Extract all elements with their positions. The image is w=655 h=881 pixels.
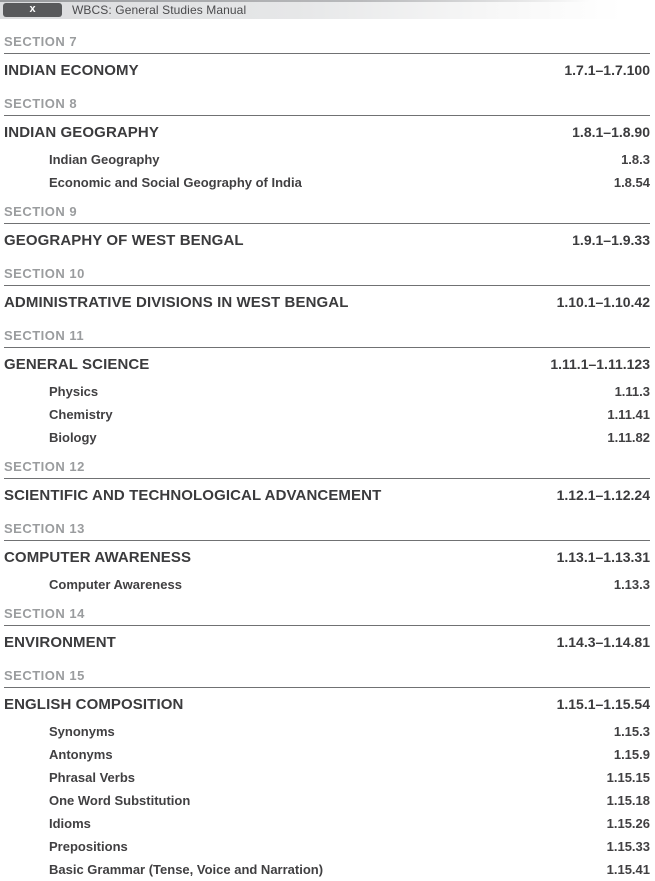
table-of-contents: [0, 19, 655, 881]
entry-title: ENGLISH COMPOSITION: [4, 696, 184, 713]
subentry-page: 1.13.3: [613, 576, 650, 592]
section-label: SECTION 8: [4, 96, 650, 116]
subentry-title: Biology: [49, 429, 97, 445]
entry-page-range: 1.11.1–1.11.123: [550, 356, 650, 372]
section-label: SECTION 9: [4, 204, 650, 224]
subentry-page: 1.15.9: [613, 746, 650, 762]
toc-section: [4, 34, 650, 86]
entry-title: INDIAN GEOGRAPHY: [4, 124, 159, 141]
section-entries: [4, 541, 650, 596]
subentry-title: Chemistry: [49, 406, 113, 422]
section-entries: [4, 688, 650, 881]
entry-page-range: 1.8.1–1.8.90: [572, 124, 650, 140]
toc-entry-row: [4, 541, 650, 573]
entry-page-range: 1.13.1–1.13.31: [556, 549, 650, 565]
toc-section: [4, 606, 650, 658]
book-title: WBCS: General Studies Manual: [72, 2, 247, 17]
toc-entry-row: [4, 224, 650, 256]
toc-section: [4, 204, 650, 256]
toc-section: [4, 328, 650, 449]
subentry-title: Prepositions: [49, 838, 128, 854]
toc-subentry-row: [49, 426, 650, 449]
entry-title: ADMINISTRATIVE DIVISIONS IN WEST BENGAL: [4, 294, 349, 311]
subentry-title: Physics: [49, 383, 99, 399]
toc-subentry-row: [49, 171, 650, 194]
entry-page-range: 1.14.3–1.14.81: [556, 634, 650, 650]
section-entries: [4, 286, 650, 318]
toc-subentry-row: [49, 812, 650, 835]
toc-subentry-row: [49, 858, 650, 881]
toc-entry-row: [4, 479, 650, 511]
running-header: [0, 0, 655, 19]
toc-subentry-row: [49, 789, 650, 812]
section-label: SECTION 12: [4, 459, 650, 479]
entry-title: GEOGRAPHY OF WEST BENGAL: [4, 232, 244, 249]
section-label: SECTION 10: [4, 266, 650, 286]
toc-subentry-row: [49, 766, 650, 789]
subentry-title: Indian Geography: [49, 151, 160, 167]
subentry-page: 1.15.26: [606, 815, 650, 831]
section-label: SECTION 15: [4, 668, 650, 688]
entry-page-range: 1.7.1–1.7.100: [564, 62, 650, 78]
subentry-page: 1.11.3: [614, 383, 650, 399]
subentry-title: Synonyms: [49, 723, 115, 739]
section-entries: [4, 348, 650, 449]
toc-entry-row: [4, 116, 650, 148]
entry-title: COMPUTER AWARENESS: [4, 549, 192, 566]
entry-page-range: 1.15.1–1.15.54: [556, 696, 650, 712]
subentry-title: Phrasal Verbs: [49, 769, 135, 785]
subentry-page: 1.8.54: [613, 174, 650, 190]
subentry-page: 1.11.41: [607, 406, 650, 422]
subentry-page: 1.8.3: [621, 151, 650, 167]
toc-subentry-row: [49, 743, 650, 766]
section-label: SECTION 7: [4, 34, 650, 54]
toc-section: [4, 521, 650, 596]
entry-title: GENERAL SCIENCE: [4, 356, 150, 373]
toc-section: [4, 459, 650, 511]
entry-page-range: 1.9.1–1.9.33: [572, 232, 650, 248]
entry-page-range: 1.10.1–1.10.42: [556, 294, 650, 310]
subentry-page: 1.15.33: [606, 838, 650, 854]
section-entries: [4, 116, 650, 194]
subentry-page: 1.15.41: [606, 861, 650, 877]
section-label: SECTION 11: [4, 328, 650, 348]
subentry-title: One Word Substitution: [49, 792, 191, 808]
section-entries: [4, 626, 650, 658]
subentry-title: Antonyms: [49, 746, 113, 762]
section-entries: [4, 479, 650, 511]
section-label: SECTION 14: [4, 606, 650, 626]
toc-section: [4, 266, 650, 318]
entry-title: SCIENTIFIC AND TECHNOLOGICAL ADVANCEMENT: [4, 487, 382, 504]
toc-entry-row: [4, 54, 650, 86]
toc-section: [4, 96, 650, 194]
toc-section: [4, 668, 650, 881]
toc-entry-row: [4, 286, 650, 318]
entry-title: INDIAN ECONOMY: [4, 62, 139, 79]
subentry-page: 1.15.3: [613, 723, 650, 739]
subentry-title: Basic Grammar (Tense, Voice and Narration): [49, 861, 324, 877]
subentry-title: Computer Awareness: [49, 576, 182, 592]
toc-entry-row: [4, 688, 650, 720]
toc-subentry-row: [49, 403, 650, 426]
subentry-title: Idioms: [49, 815, 91, 831]
toc-subentry-row: [49, 720, 650, 743]
subentry-title: Economic and Social Geography of India: [49, 174, 302, 190]
toc-entry-row: [4, 626, 650, 658]
subentry-page: 1.15.18: [606, 792, 650, 808]
subentry-page: 1.15.15: [606, 769, 650, 785]
entry-title: ENVIRONMENT: [4, 634, 116, 651]
toc-subentry-row: [49, 835, 650, 858]
toc-subentry-row: [49, 380, 650, 403]
section-entries: [4, 224, 650, 256]
subentry-page: 1.11.82: [607, 429, 650, 445]
toc-subentry-row: [49, 148, 650, 171]
page-number-badge: x: [3, 3, 62, 17]
section-label: SECTION 13: [4, 521, 650, 541]
toc-subentry-row: [49, 573, 650, 596]
entry-page-range: 1.12.1–1.12.24: [556, 487, 650, 503]
toc-entry-row: [4, 348, 650, 380]
section-entries: [4, 54, 650, 86]
